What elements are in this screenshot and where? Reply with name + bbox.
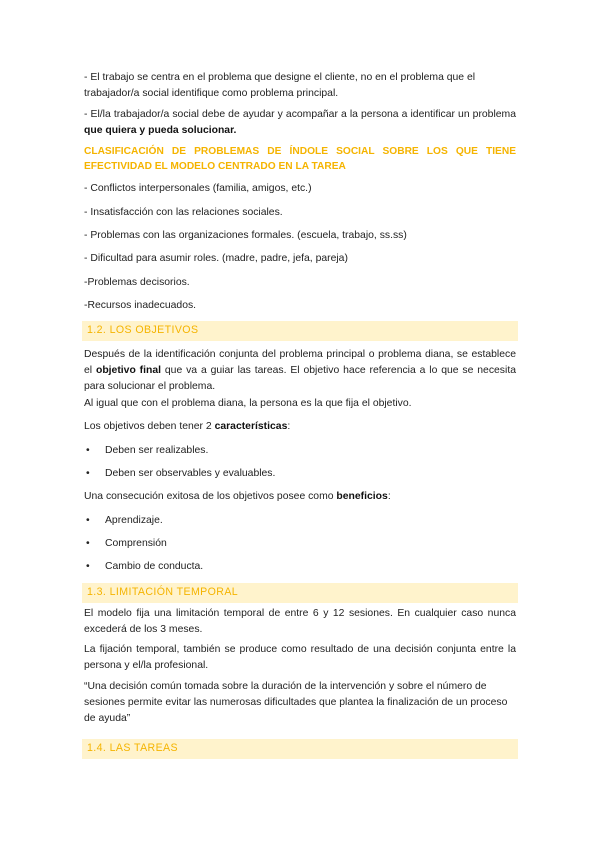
- caracteristicas-emphasis: características: [214, 421, 288, 432]
- beneficios-emphasis: beneficios: [336, 491, 388, 502]
- intro-paragraph-1: - El trabajo se centra en el problema que designe el cliente, no en el problema que el trabajador/a social identifique como problema principal.: [84, 72, 476, 99]
- classification-item: - Insatisfacción con las relaciones sociales.: [84, 207, 283, 218]
- objetivos-paragraph-4: Una consecución exitosa de los objetivos posee como beneficios:: [84, 491, 391, 502]
- objetivos-paragraph-3: Los objetivos deben tener 2 características:: [84, 421, 291, 432]
- bullet-icon: •: [86, 515, 90, 526]
- intro-emphasis: que quiera y pueda solucionar.: [84, 125, 237, 136]
- section-heading-text: 1.3. LIMITACIÓN TEMPORAL: [87, 586, 239, 598]
- limitacion-paragraph-2: La fijación temporal, también se produce como resultado de una decisión conjunta entre la persona y el/la profesional.: [84, 644, 516, 671]
- classification-heading: CLASIFICACIÓN DE PROBLEMAS DE ÍNDOLE SOCIAL SOBRE LOS QUE TIENE EFECTIVIDAD EL MODELO CENTRADO EN LA TAREA: [84, 146, 516, 172]
- limitacion-quote: “Una decisión común tomada sobre la duración de la intervención y sobre el número de sesiones permite evitar las numerosas dificultades que plantea la finalización de un proceso de ayuda”: [84, 681, 508, 724]
- bullet-icon: •: [86, 538, 90, 549]
- objetivo-final-emphasis: objetivo final: [95, 365, 162, 376]
- section-heading-limitacion: [82, 583, 518, 603]
- objetivos-paragraph-1: Después de la identificación conjunta del problema principal o problema diana, se establece el objetivo final que va a guiar las tareas. El objetivo hace referencia a lo que se necesita para solucionar el problema.: [84, 349, 516, 392]
- objetivos-paragraph-2: Al igual que con el problema diana, la persona es la que fija el objetivo.: [84, 398, 412, 409]
- classification-item: - Dificultad para asumir roles. (madre, padre, jefa, pareja): [84, 253, 348, 264]
- intro-paragraph-2: - El/la trabajador/a social debe de ayudar y acompañar a la persona a identificar un problema que quiera y pueda solucionar.: [84, 109, 516, 136]
- classification-item: -Recursos inadecuados.: [84, 300, 197, 311]
- section-heading-text: 1.2. LOS OBJETIVOS: [87, 324, 199, 336]
- section-heading-objetivos: [82, 321, 518, 341]
- section-heading-text: 1.4. LAS TAREAS: [87, 742, 178, 754]
- bullet-icon: •: [86, 445, 90, 456]
- section-heading-tareas: [82, 739, 518, 759]
- classification-item: - Conflictos interpersonales (familia, amigos, etc.): [84, 183, 312, 194]
- classification-item: - Problemas con las organizaciones formales. (escuela, trabajo, ss.ss): [84, 230, 407, 241]
- document-page: - El trabajo se centra en el problema que designe el cliente, no en el problema que el trabajador/a social identifique como problema principal. - El/la trabajador/a social debe de ayudar y acompañar a la persona a identificar un problema que quiera y pueda solucionar. CLASIFICACIÓN DE PROBLEMAS DE ÍNDOLE SOCIAL SOBRE LOS QUE TIENE EFECTIVIDAD EL MODELO CENTRADO EN LA TAREA - Conflictos interpersonales (familia, amigos, etc.) - Insatisfacción con las relaciones sociales. - Problemas con las organizaciones formales. (escuela, trabajo, ss.ss) - Dificultad para asumir roles. (madre, padre, jefa, pareja) -Problemas decisorios. -Recursos inadecuados. 1.2. LOS OBJETIVOS Después de la identificación conjunta del problema principal o problema diana, se establece el objetivo final que va a guiar las tareas. El objetivo hace referencia a lo que se necesita para solucionar el problema. Al igual que con el problema diana, la persona es la que fija el objetivo. Los objetivos deben tener 2 características: • Deben ser realizables. • Deben ser observables y evaluables. Una consecución exitosa de los objetivos posee como beneficios: • Aprendizaje. • Comprensión • Cambio de conducta. 1.3. LIMITACIÓN TEMPORAL El modelo fija una limitación temporal de entre 6 y 12 sesiones. En cualquier caso nunca excederá de los 3 meses. La fijación temporal, también se produce como resultado de una decisión conjunta entre la persona y el/la profesional. “Una decisión común tomada sobre la duración de la intervención y sobre el número de sesiones permite evitar las numerosas dificultades que plantea la finalización de un proceso de ayuda” 1.4. LAS TAREAS: [0, 0, 599, 848]
- bullet-icon: •: [86, 468, 90, 479]
- classification-item: -Problemas decisorios.: [84, 277, 190, 288]
- limitacion-paragraph-1: El modelo fija una limitación temporal de entre 6 y 12 sesiones. En cualquier caso nunca excederá de los 3 meses.: [84, 608, 516, 635]
- bullet-icon: •: [86, 561, 90, 572]
